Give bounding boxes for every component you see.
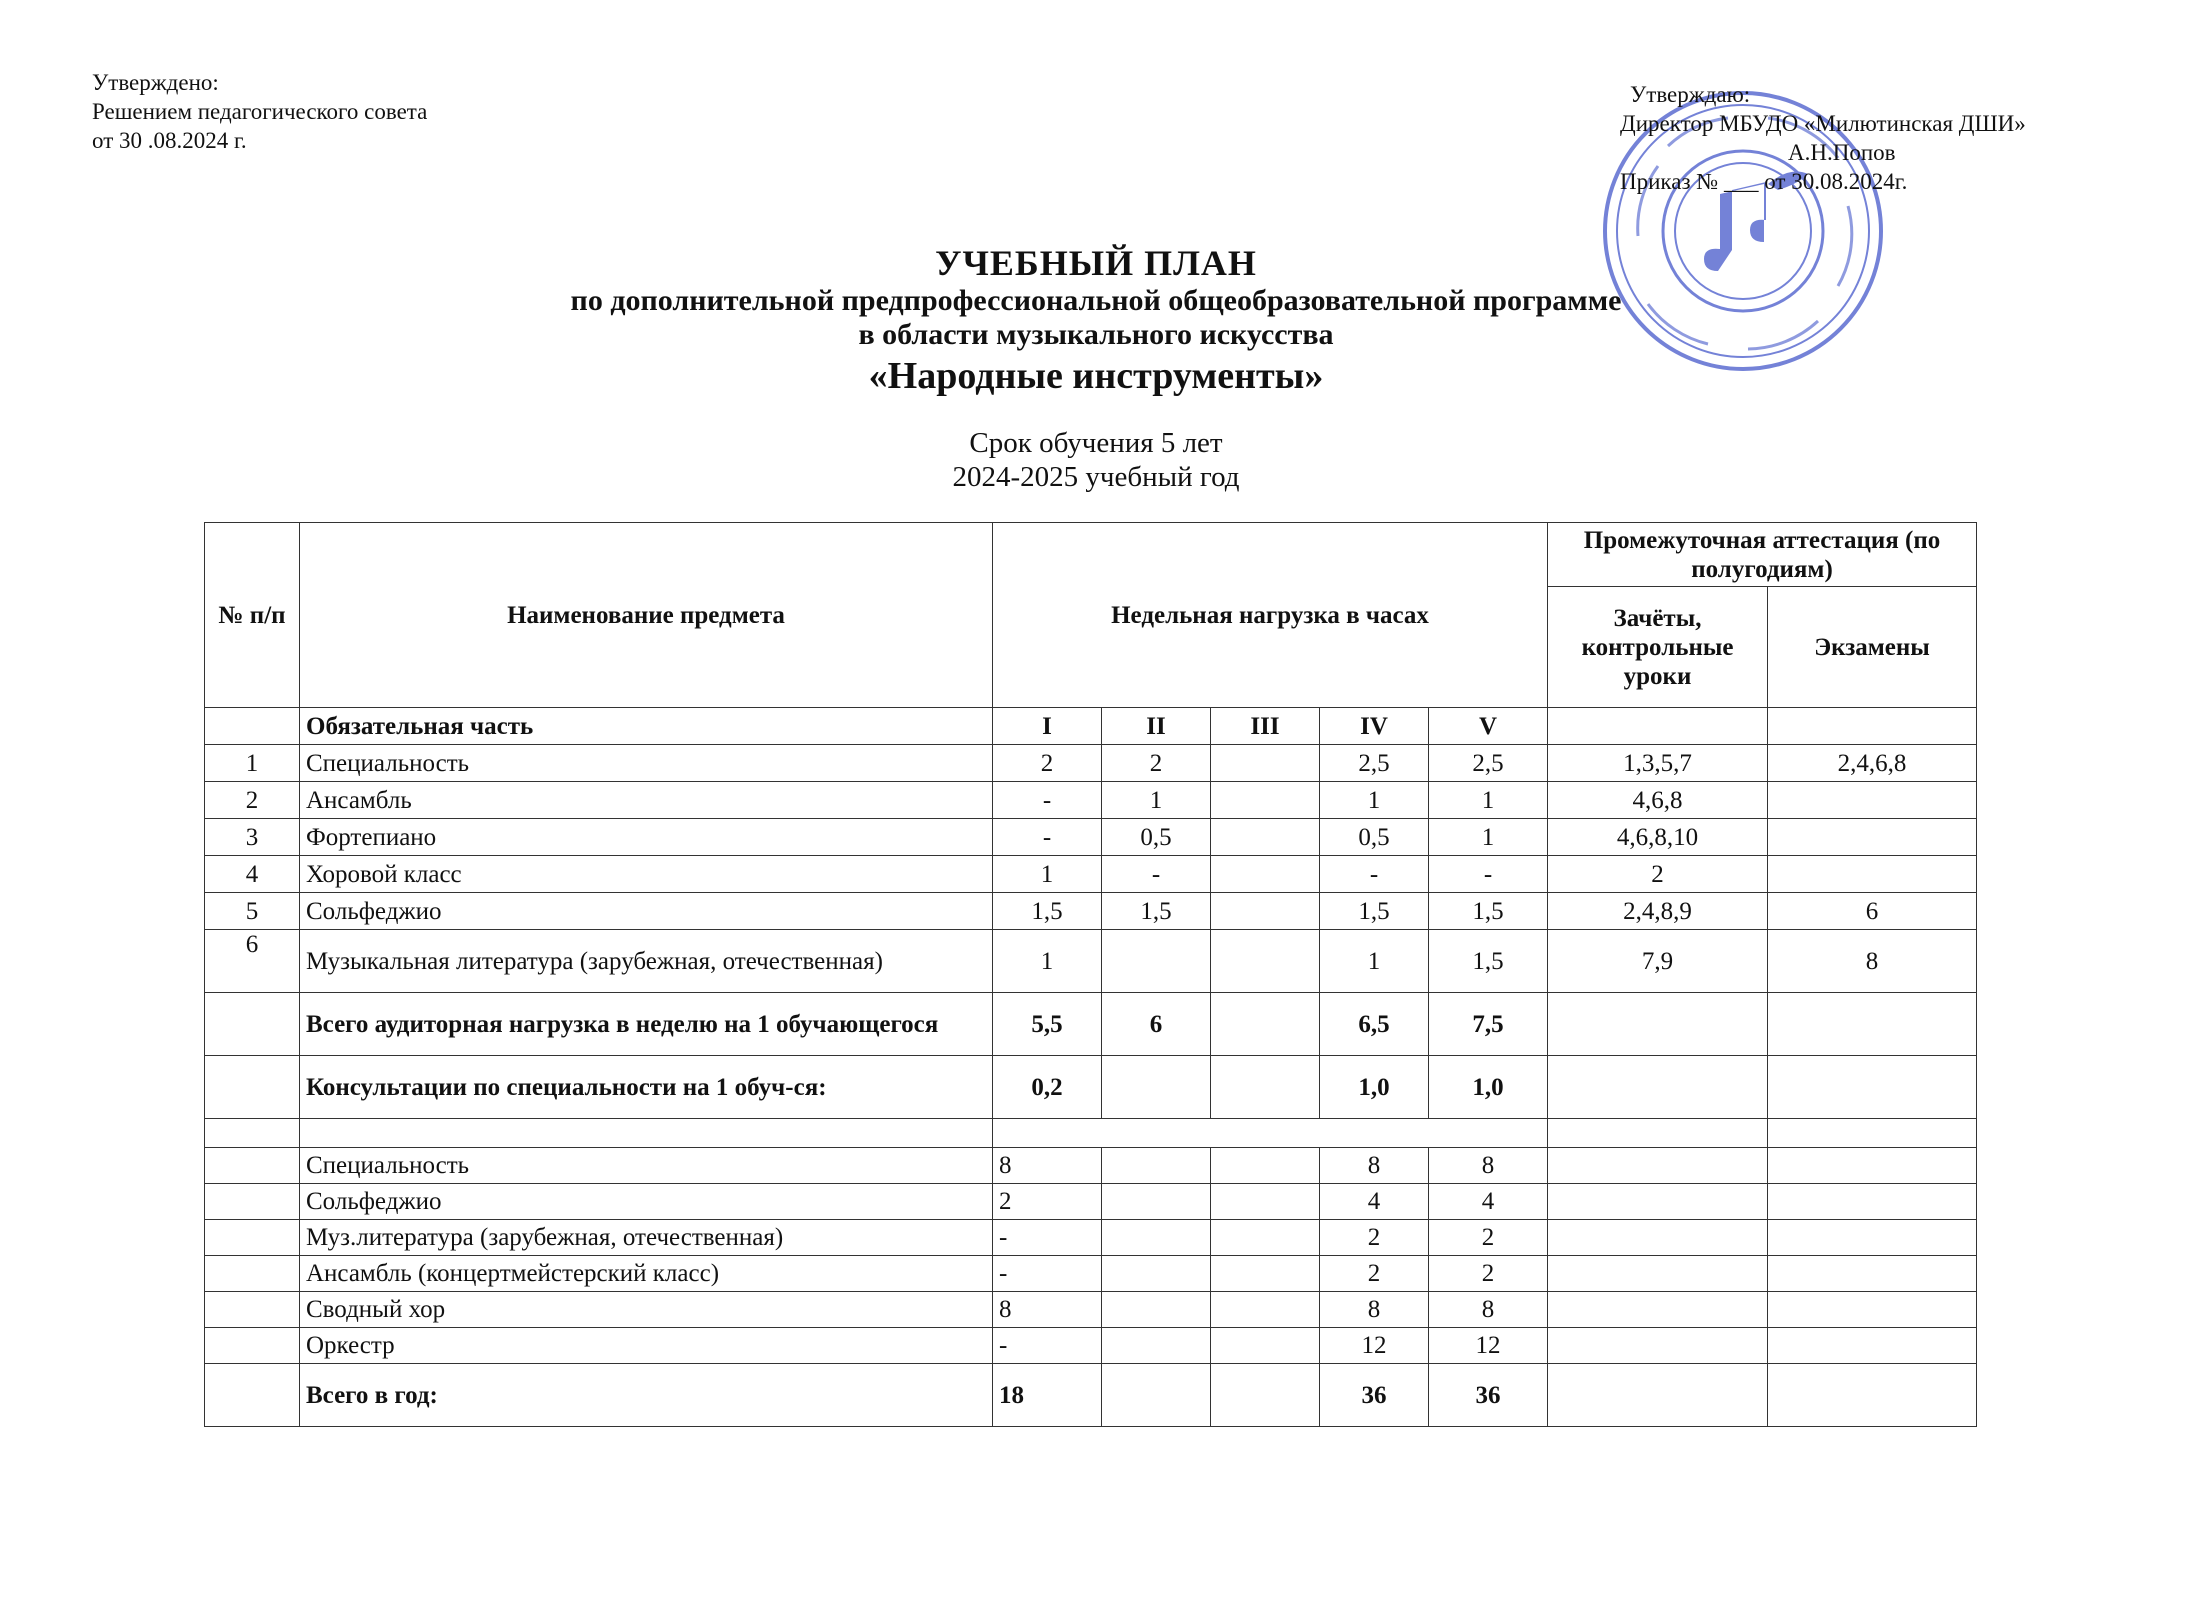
load-cell: 1: [1429, 819, 1548, 856]
consult-hours: [1102, 1256, 1211, 1292]
table-row: [205, 856, 1977, 893]
load-cell: 0,5: [1102, 819, 1211, 856]
subject-name: Ансамбль: [300, 782, 993, 819]
row-num: 3: [205, 819, 300, 856]
approved-block: [92, 68, 427, 155]
consult-hours: 8: [1320, 1292, 1429, 1328]
load-cell: [1102, 930, 1211, 993]
table-row: [205, 745, 1977, 782]
consult-cell: [1211, 1056, 1320, 1119]
consult-hours: 8: [1429, 1148, 1548, 1184]
load-cell: 1,5: [1102, 893, 1211, 930]
consult-hours: [1102, 1148, 1211, 1184]
consult-hours: -: [993, 1328, 1102, 1364]
consult-subject: Специальность: [300, 1148, 993, 1184]
load-cell: 1,5: [1429, 893, 1548, 930]
load-cell: 2: [993, 745, 1102, 782]
load-cell: 1,5: [1429, 930, 1548, 993]
load-cell: [1211, 856, 1320, 893]
consult-hours: [1211, 1256, 1320, 1292]
consult-hours: 8: [1320, 1148, 1429, 1184]
credits-cell: 2: [1548, 856, 1768, 893]
header-subject: Наименование предмета: [300, 523, 993, 708]
total-year-cell: [1211, 1364, 1320, 1427]
header-attestation: Промежуточная аттестация (по полугодиям): [1548, 523, 1977, 587]
header-weekly-load: Недельная нагрузка в часах: [993, 523, 1548, 708]
exams-cell: [1768, 782, 1977, 819]
consult-detail-row: [205, 1220, 1977, 1256]
total-cell: 6: [1102, 993, 1211, 1056]
total-cell: [1211, 993, 1320, 1056]
consult-subject: Оркестр: [300, 1328, 993, 1364]
load-cell: [1211, 782, 1320, 819]
table-row: [205, 893, 1977, 930]
program-name: «Народные инструменты»: [868, 355, 1324, 397]
consult-subject: Муз.литература (зарубежная, отечественная): [300, 1220, 993, 1256]
subject-name: Музыкальная литература (зарубежная, отечественная): [300, 930, 993, 993]
consult-hours: -: [993, 1220, 1102, 1256]
row-num: 6: [205, 930, 300, 993]
approved-council: Решением педагогического совета: [92, 99, 428, 124]
row-num: 1: [205, 745, 300, 782]
load-cell: [1211, 893, 1320, 930]
consult-hours: [1102, 1328, 1211, 1364]
exams-cell: 8: [1768, 930, 1977, 993]
load-cell: 2: [1102, 745, 1211, 782]
consult-hours: 2: [1429, 1256, 1548, 1292]
credits-cell: 2,4,8,9: [1548, 893, 1768, 930]
year-label: V: [1429, 708, 1548, 745]
consult-detail-row: [205, 1256, 1977, 1292]
approve-block: [1620, 80, 2026, 196]
title-block: [0, 242, 2192, 494]
consult-hours: [1211, 1328, 1320, 1364]
consult-detail-row: [205, 1328, 1977, 1364]
year-label: III: [1211, 708, 1320, 745]
approved-date: от 30 .08.2024 г.: [92, 128, 247, 153]
consult-hours: 2: [993, 1184, 1102, 1220]
subject-name: Хоровой класс: [300, 856, 993, 893]
director-title: Директор МБУДО «Милютинская ДШИ»: [1620, 111, 2026, 136]
consult-cell: 1,0: [1429, 1056, 1548, 1119]
consult-subject: Сводный хор: [300, 1292, 993, 1328]
consult-detail-row: [205, 1184, 1977, 1220]
consult-row: [205, 1056, 1977, 1119]
load-cell: 1,5: [993, 893, 1102, 930]
consult-hours: [1102, 1220, 1211, 1256]
header-credits: Зачёты, контрольные уроки: [1548, 587, 1768, 708]
consult-hours: 12: [1320, 1328, 1429, 1364]
consult-label: Консультации по специальности на 1 обуч-ся:: [300, 1056, 993, 1119]
row-num: 2: [205, 782, 300, 819]
field-line: в области музыкального искусства: [858, 318, 1334, 351]
consult-hours: -: [993, 1256, 1102, 1292]
header-exams: Экзамены: [1768, 587, 1977, 708]
approve-label: Утверждаю:: [1630, 82, 1751, 107]
exams-cell: 2,4,6,8: [1768, 745, 1977, 782]
section-label: Обязательная часть: [300, 708, 993, 745]
load-cell: [1211, 819, 1320, 856]
consult-hours: [1211, 1148, 1320, 1184]
consult-subject: Сольфеджио: [300, 1184, 993, 1220]
total-weekly-row: [205, 993, 1977, 1056]
year-label: II: [1102, 708, 1211, 745]
header-num: № п/п: [205, 523, 300, 708]
table-row: [205, 930, 1977, 993]
load-cell: [1211, 930, 1320, 993]
table-row: [205, 819, 1977, 856]
consult-cell: 1,0: [1320, 1056, 1429, 1119]
consult-cell: [1102, 1056, 1211, 1119]
load-cell: -: [993, 819, 1102, 856]
consult-hours: 12: [1429, 1328, 1548, 1364]
consult-hours: 2: [1320, 1220, 1429, 1256]
load-cell: 1: [1102, 782, 1211, 819]
consult-hours: [1211, 1292, 1320, 1328]
load-cell: 0,5: [1320, 819, 1429, 856]
subject-name: Специальность: [300, 745, 993, 782]
year-label: IV: [1320, 708, 1429, 745]
director-name: А.Н.Попов: [1788, 140, 1896, 165]
consult-hours: 8: [1429, 1292, 1548, 1328]
consult-subject: Ансамбль (концертмейстерский класс): [300, 1256, 993, 1292]
order-line: Приказ № ___ от 30.08.2024г.: [1620, 169, 1908, 194]
study-term: Срок обучения 5 лет: [969, 427, 1223, 459]
load-cell: 2,5: [1429, 745, 1548, 782]
consult-hours: [1102, 1184, 1211, 1220]
load-cell: 1: [993, 930, 1102, 993]
table-row: [205, 782, 1977, 819]
consult-hours: [1102, 1292, 1211, 1328]
total-year-row: [205, 1364, 1977, 1427]
load-cell: 1: [1429, 782, 1548, 819]
consult-hours: [1211, 1220, 1320, 1256]
row-num: 4: [205, 856, 300, 893]
consult-cell: 0,2: [993, 1056, 1102, 1119]
row-num: 5: [205, 893, 300, 930]
credits-cell: 1,3,5,7: [1548, 745, 1768, 782]
credits-cell: 4,6,8: [1548, 782, 1768, 819]
consult-detail-row: [205, 1148, 1977, 1184]
consult-hours: 2: [1320, 1256, 1429, 1292]
consult-detail-row: [205, 1292, 1977, 1328]
exams-cell: [1768, 819, 1977, 856]
consult-hours: 2: [1429, 1220, 1548, 1256]
load-cell: 1: [993, 856, 1102, 893]
page-title: УЧЕБНЫЙ ПЛАН: [935, 243, 1257, 283]
exams-cell: 6: [1768, 893, 1977, 930]
year-label: I: [993, 708, 1102, 745]
consult-hours: [1211, 1184, 1320, 1220]
total-cell: 6,5: [1320, 993, 1429, 1056]
consult-hours: 8: [993, 1292, 1102, 1328]
load-cell: -: [1320, 856, 1429, 893]
load-cell: 2,5: [1320, 745, 1429, 782]
total-year-cell: 18: [993, 1364, 1102, 1427]
total-cell: 5,5: [993, 993, 1102, 1056]
load-cell: -: [1102, 856, 1211, 893]
consult-hours: 4: [1429, 1184, 1548, 1220]
total-year-cell: 36: [1320, 1364, 1429, 1427]
subject-name: Сольфеджио: [300, 893, 993, 930]
total-year-cell: [1102, 1364, 1211, 1427]
section-row: [205, 708, 1977, 745]
curriculum-table: [204, 522, 1977, 1427]
subject-name: Фортепиано: [300, 819, 993, 856]
exams-cell: [1768, 856, 1977, 893]
academic-year: 2024-2025 учебный год: [952, 461, 1240, 493]
total-cell: 7,5: [1429, 993, 1548, 1056]
load-cell: [1211, 745, 1320, 782]
consult-hours: 4: [1320, 1184, 1429, 1220]
load-cell: 1: [1320, 930, 1429, 993]
total-year-cell: 36: [1429, 1364, 1548, 1427]
load-cell: -: [993, 782, 1102, 819]
load-cell: 1: [1320, 782, 1429, 819]
program-line: по дополнительной предпрофессиональной общеобразовательной программе: [570, 284, 1622, 317]
total-weekly-label: Всего аудиторная нагрузка в неделю на 1 обучающегося: [300, 993, 993, 1056]
credits-cell: 4,6,8,10: [1548, 819, 1768, 856]
empty-row: [205, 1119, 1977, 1148]
credits-cell: 7,9: [1548, 930, 1768, 993]
total-year-label: Всего в год:: [300, 1364, 993, 1427]
consult-hours: 8: [993, 1148, 1102, 1184]
load-cell: -: [1429, 856, 1548, 893]
approved-label: Утверждено:: [92, 70, 219, 95]
load-cell: 1,5: [1320, 893, 1429, 930]
